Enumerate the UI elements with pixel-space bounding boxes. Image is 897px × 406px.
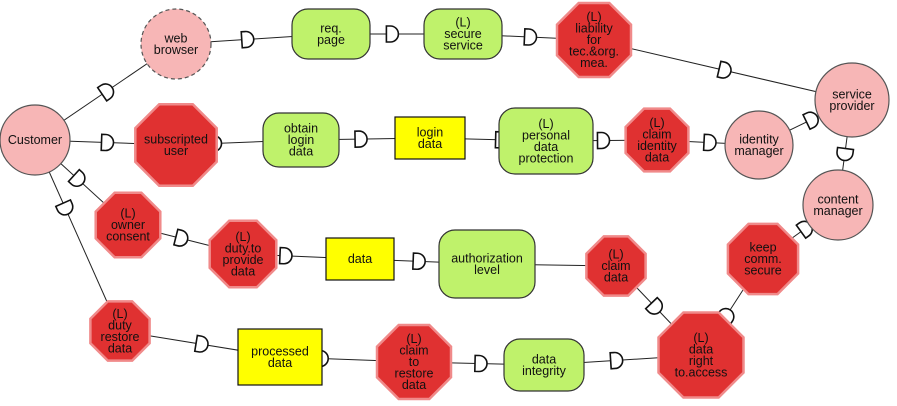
dependency-marker-icon <box>195 335 209 353</box>
dependency-marker-icon <box>386 26 398 42</box>
node-label-line: duty.to <box>224 241 262 256</box>
node-label-line: integrity <box>522 363 566 378</box>
node-label-line: (L) <box>586 10 602 24</box>
node-label-line: login <box>416 125 444 140</box>
node-identity-manager[interactable] <box>725 111 793 179</box>
node-login-data[interactable] <box>395 117 465 159</box>
node-label-line: browser <box>153 42 199 57</box>
node-label-line: provide <box>222 252 264 267</box>
node-liability[interactable] <box>557 3 631 77</box>
node-duty-to-provide-data[interactable] <box>210 221 277 288</box>
node-label-line: mea. <box>580 56 608 70</box>
node-label-line: page <box>317 32 345 47</box>
node-label <box>734 132 783 158</box>
node-label-line: identity <box>739 132 779 147</box>
node-label-line: data <box>531 352 557 367</box>
node-label-line: restore <box>394 366 434 381</box>
dependency-links <box>35 26 853 372</box>
node-data-right-to-access[interactable] <box>659 313 744 398</box>
node-secure-service[interactable] <box>424 9 502 59</box>
node-authorization-level[interactable] <box>439 230 535 298</box>
node-keep-comm-secure[interactable] <box>728 224 798 294</box>
node-label <box>8 133 62 147</box>
node-label <box>744 241 782 278</box>
node-label-line: restore <box>100 329 140 344</box>
node-label-line: claim <box>601 259 631 273</box>
dependency-marker-icon <box>101 134 114 150</box>
node-label-line: owner <box>110 218 146 232</box>
dependency-link-liability-to-service_provider <box>594 40 852 100</box>
dependency-marker-icon <box>355 131 367 147</box>
node-label-line: tec.&org. <box>568 44 620 59</box>
node-label-line: req. <box>320 21 342 36</box>
node-processed-data[interactable] <box>238 329 322 385</box>
dependency-marker-icon <box>69 170 89 190</box>
node-label-line: level <box>474 262 500 277</box>
node-label-line: (L) <box>455 15 471 30</box>
node-label-line: duty <box>108 318 132 333</box>
dependency-marker-icon <box>475 355 487 371</box>
node-label-line: data <box>230 264 256 279</box>
node-label-line: data <box>347 252 373 266</box>
node-label-line: right <box>688 353 714 368</box>
node-label-line: secure <box>744 263 782 278</box>
node-label-line: manager <box>734 143 784 158</box>
node-label-line: for <box>586 33 602 47</box>
node-label <box>284 122 318 159</box>
node-label <box>417 125 443 151</box>
dependency-marker-icon <box>56 200 75 217</box>
dependency-marker-icon <box>241 31 254 48</box>
node-label-line: data <box>533 139 559 154</box>
dependency-marker-icon <box>174 229 190 247</box>
node-label-line: (L) <box>406 332 422 346</box>
node-label <box>348 252 372 266</box>
node-label-line: service <box>443 38 483 53</box>
dependency-marker-icon <box>98 81 117 101</box>
dependency-marker-icon <box>836 147 853 161</box>
node-label <box>813 192 862 218</box>
node-label-line: data <box>267 355 293 370</box>
node-label-line: (L) <box>649 115 665 130</box>
node-label <box>317 21 345 47</box>
node-label-line: subscripted <box>144 132 208 147</box>
node-label-line: to.access <box>674 365 728 380</box>
node-claim-data[interactable] <box>586 236 645 295</box>
node-label-line: liability <box>575 21 613 36</box>
dependency-marker-icon <box>280 248 293 264</box>
dependency-marker-icon <box>704 134 717 151</box>
node-content-manager[interactable] <box>803 170 873 240</box>
dependency-marker-icon <box>597 132 609 148</box>
node-label <box>829 87 874 113</box>
node-obtain-login-data[interactable] <box>263 113 339 167</box>
node-label-line: data <box>107 341 133 356</box>
node-label-line: claim <box>642 127 672 142</box>
node-label-line: processed <box>251 344 309 359</box>
node-label-line: (L) <box>538 116 554 131</box>
dependency-marker-icon <box>524 29 537 46</box>
node-label-line: data <box>644 150 670 165</box>
node-label-line: content <box>817 192 859 207</box>
node-claim-to-restore-data[interactable] <box>377 325 451 399</box>
node-label-line: comm. <box>744 252 782 266</box>
node-label-line: data <box>417 136 443 151</box>
node-label-line: data <box>688 342 714 357</box>
node-label-line: provider <box>829 98 875 113</box>
node-label-line: (L) <box>693 330 709 345</box>
node-data-integrity[interactable] <box>504 339 584 391</box>
node-label-line: to <box>408 355 420 369</box>
node-web-browser[interactable] <box>141 9 211 79</box>
dependency-marker-icon <box>610 352 623 369</box>
node-claim-identity-data[interactable] <box>626 109 689 172</box>
node-label-line: login <box>287 133 315 147</box>
node-label-line: data <box>401 378 427 392</box>
node-customer[interactable] <box>0 105 70 175</box>
node-label-line: data <box>288 144 314 159</box>
dependency-marker-icon <box>717 61 732 79</box>
node-label-line: (L) <box>112 306 128 321</box>
node-label-line: (L) <box>120 206 136 221</box>
node-label-line: claim <box>399 343 429 358</box>
node-label-line: data <box>603 270 629 285</box>
diagram-nodes <box>0 3 889 399</box>
node-label-line: authorization <box>451 251 523 266</box>
node-label-line: protection <box>518 151 574 166</box>
node-service-provider[interactable] <box>815 63 889 137</box>
dependency-marker-icon <box>413 253 426 269</box>
node-label-line: consent <box>106 229 150 244</box>
node-label-line: secure <box>444 27 482 41</box>
node-req-page[interactable] <box>292 9 370 59</box>
node-label-line: identity <box>637 138 677 153</box>
node-duty-restore-data[interactable] <box>90 301 149 360</box>
node-label-line: manager <box>813 203 863 218</box>
node-label-line: (L) <box>235 229 251 244</box>
node-label-line: (L) <box>608 247 624 262</box>
node-data[interactable] <box>326 238 394 280</box>
node-owner-consent[interactable] <box>96 193 161 258</box>
node-label-line: service <box>832 87 872 102</box>
node-label-line: Customer <box>7 133 63 147</box>
node-label-line: keep <box>749 240 777 255</box>
node-subscripted-user[interactable] <box>135 104 216 185</box>
node-personal-data-protection[interactable] <box>499 108 593 174</box>
node-label-line: web <box>164 31 188 46</box>
node-label-line: user <box>163 143 189 158</box>
node-label-line: obtain <box>283 121 319 136</box>
node-label-line: personal <box>522 128 570 143</box>
